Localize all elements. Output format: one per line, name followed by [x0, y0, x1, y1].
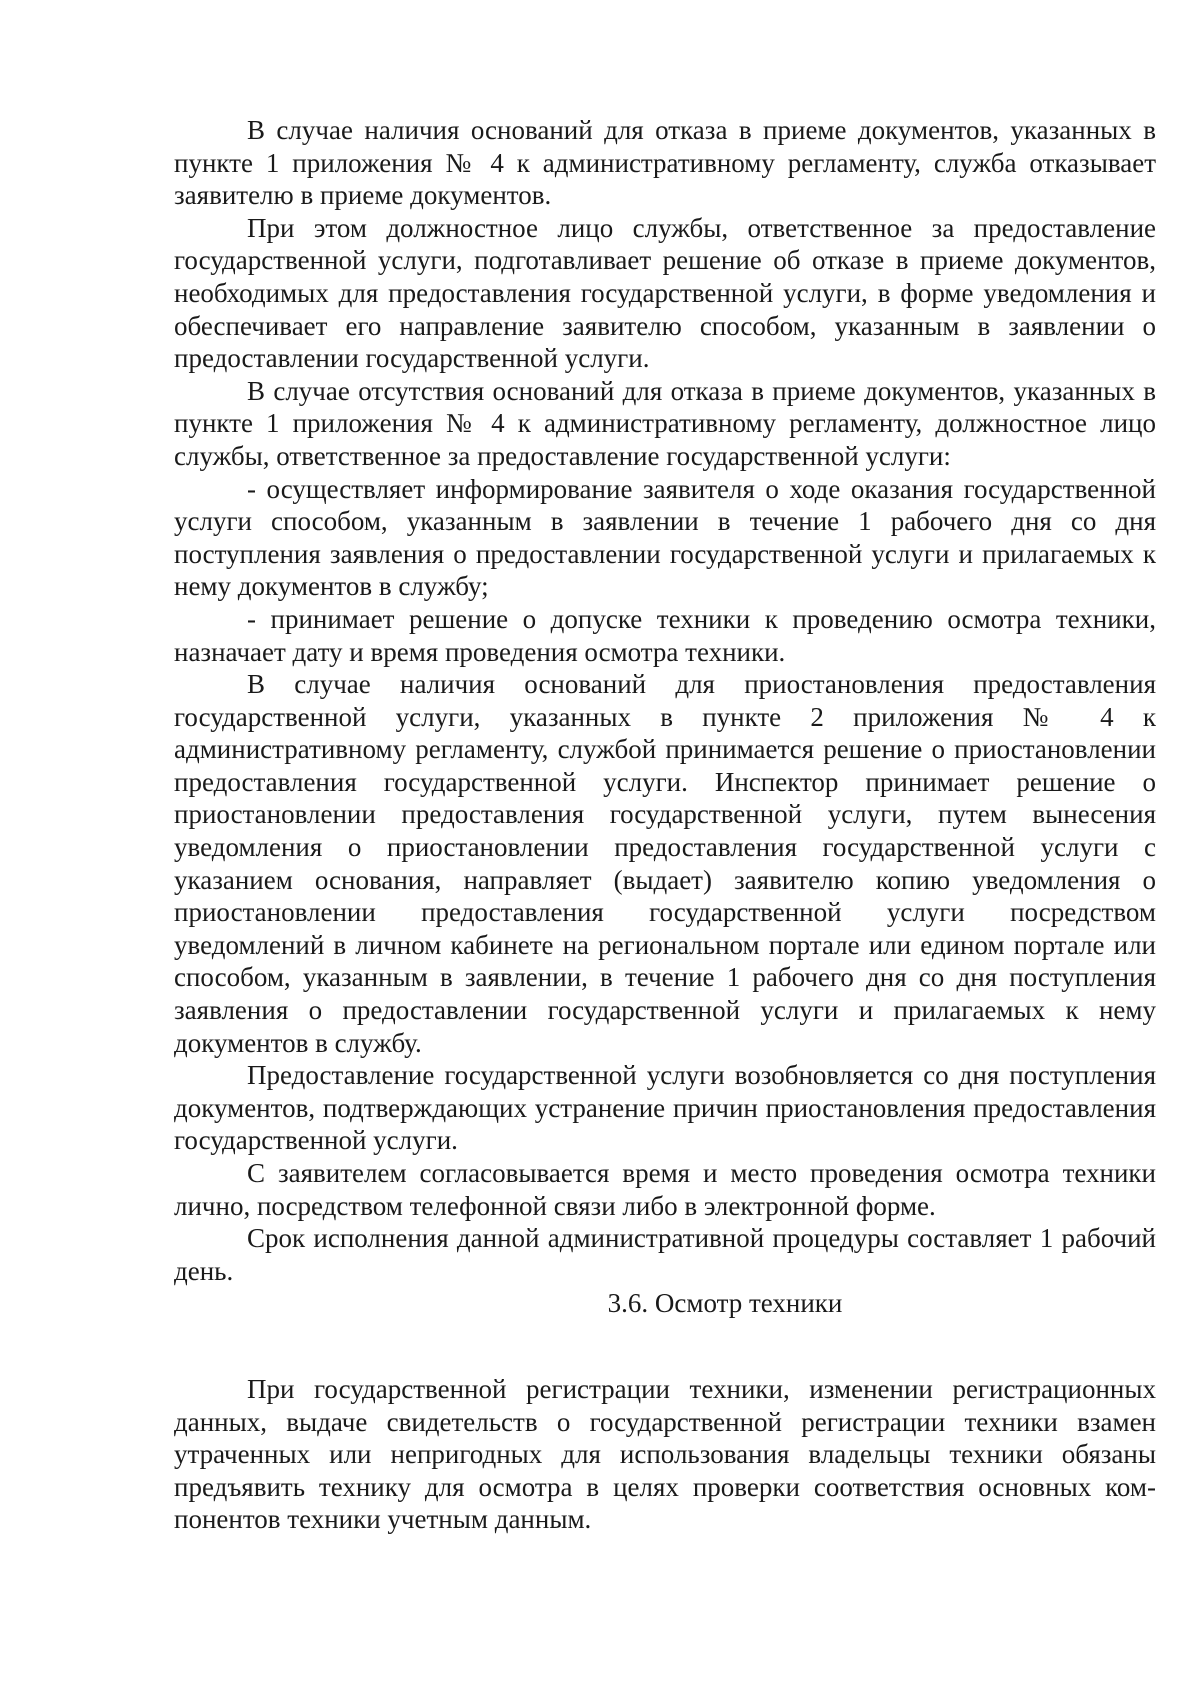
paragraph-refusal-notice: При этом должностное лицо службы, ответственное за предоставление государственной услуги, подготавливает решение об отказе в приеме документов, необходимых для предоставления государственной услуги, в форме уведомления и обеспечивает его направление заявителю способом, указанным в заявлении о предоставлении государственной услуги.: [174, 212, 1156, 374]
paragraph-resumption: Предоставление государственной услуги возобновляется со дня поступления документов, подтверждающих устранение причин приостановления предоставления государственной услуги.: [174, 1060, 1156, 1156]
paragraph-refusal: В случае наличия оснований для отказа в приеме документов, указанных в пункте 1 приложения № 4 к административному регламенту, служба отказывает заявителю в приеме документов.: [174, 115, 1156, 211]
paragraph-procedure-term: Срок исполнения данной административной процедуры составляет 1 рабочий день.: [174, 1223, 1156, 1286]
paragraph-inspection-agreement: С заявителем согласовывается время и место проведения осмотра техники лично, посредством телефонной связи либо в электронной форме.: [174, 1158, 1156, 1221]
paragraph-no-grounds: В случае отсутствия оснований для отказа в приеме документов, указанных в пункте 1 приложения № 4 к административному регламенту, должностное лицо службы, ответственное за предоставление государственной услуги:: [174, 375, 1156, 471]
paragraph-inspection: При государственной регистрации техники, изменении регистрационных данных, выдаче свидетельств о государственной регистрации техники взамен утраченных или непригодных для использования владельцы техники обязаны предъявить технику для осмотра в целях проверки соответствия основных компонентов техники учетным данным.: [174, 1373, 1156, 1535]
section-heading: 3.6. Осмотр техники: [607, 1288, 843, 1319]
document-body: [174, 114, 1156, 1536]
list-item-informing: - осуществляет информирование заявителя о ходе оказания государственной услуги способом, указанным в заявлении в течение 1 рабочего дня со дня поступления заявления о предоставлении государственной услуги и прилагаемых к нему документов в службу;: [174, 473, 1156, 602]
paragraph-suspension: В случае наличия оснований для приостановления предоставления государственной услуги, указанных в пункте 2 приложения № 4 к административному регламенту, службой принимается решение о приостановлении предоставления государственной услуги. Инспектор принимает решение о приостановлении предоставления государственной услуги, путем вынесения уведомления о приостановлении предоставления государственной услуги с указанием основания, направляет (выдает) заявителю копию уведомления о приостановлении предоставления государственной услуги посредством уведомлений в личном кабинете на региональном портале или едином портале или способом, указанным в заявлении, в течение 1 рабочего дня со дня поступления заявления о предоставлении государственной услуги и прилагаемых к нему документов в службу.: [174, 669, 1156, 1058]
list-item-admission: - принимает решение о допуске техники к проведению осмотра техники, назначает дату и время проведения осмотра техники.: [174, 603, 1156, 667]
